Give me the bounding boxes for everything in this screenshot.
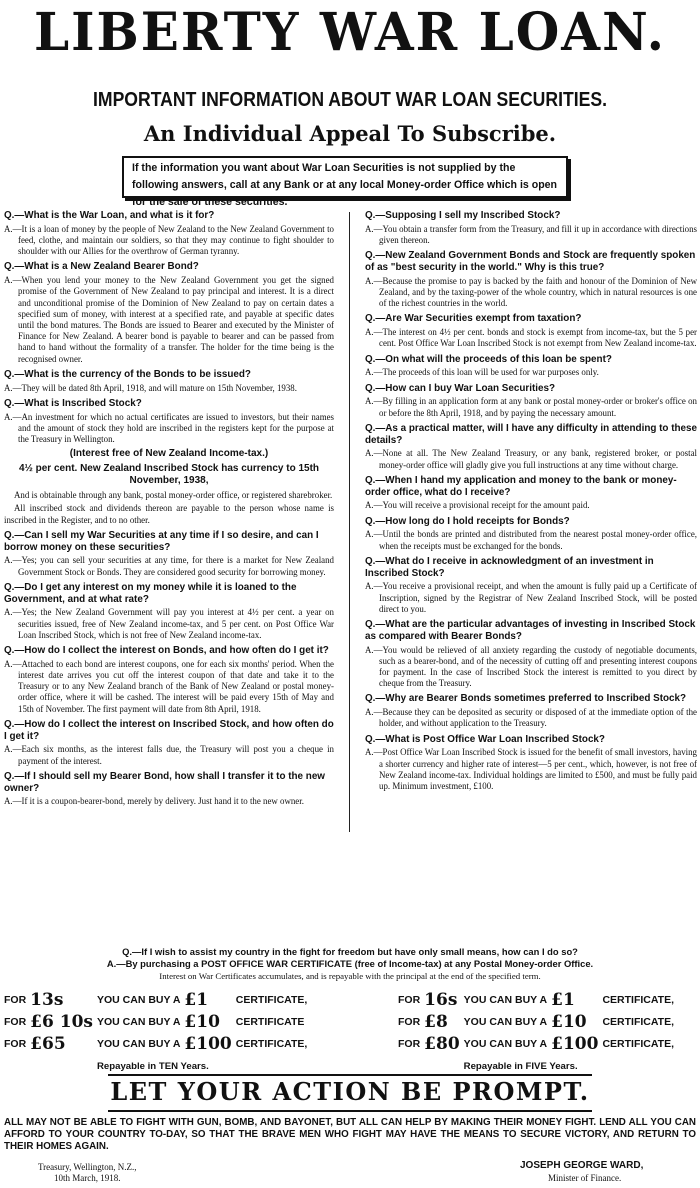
question: Q.—What is the War Loan, and what is it for?	[4, 210, 215, 221]
for-label: FOR	[398, 994, 421, 1006]
question: Q.—What is a New Zealand Bearer Bond?	[4, 261, 199, 273]
certificate-label: CERTIFICATE,	[602, 1038, 674, 1050]
answer: A.—You will receive a provisional receipt for the amount paid.	[365, 500, 590, 511]
question: Q.—If I should sell my Bearer Bond, how shall I transfer it to the new owner?	[4, 770, 325, 794]
question: Q.—Why are Bearer Bonds sometimes preferred to Inscribed Stock?	[365, 693, 687, 705]
interest-free-note: (Interest free of New Zealand Income-tax.)	[69, 448, 269, 460]
repay-term-left: Repayable in TEN Years.	[96, 1060, 209, 1072]
answer: A.—Yes; you can sell your securities at any time, for there is a market for New Zealand Government Stock or Bonds. They are considered good security for borrowing money.	[4, 555, 334, 577]
question: Q.—What is Inscribed Stock?	[4, 397, 142, 409]
question: Q.—When I hand my application and money to the bank or money-order office, what do I receive?	[365, 474, 677, 498]
certificate-value: £1	[551, 990, 575, 1010]
notice-box: If the information you want about War Loan Securities is not supplied by the following answers, call at any Bank or at any local Money-order Office which is open for the sale of these securities.	[122, 156, 568, 198]
for-label: FOR	[4, 994, 27, 1006]
signer-title: Minister of Finance.	[548, 1173, 622, 1183]
certificate-table-left	[4, 989, 311, 1077]
question: Q.—On what will the proceeds of this loan be spent?	[365, 353, 612, 365]
stock-currency-note: 4½ per cent. New Zealand Inscribed Stock has currency to 15th November, 1938,	[18, 463, 320, 487]
right-column	[365, 206, 697, 794]
answer: A.—Attached to each bond are interest coupons, one for each six months' period. When the interest date arrives you cut off the interest coupon of that date and take it to the Treasury or to any New Zealand branch of the Bank of New Zealand or postal money-order office, where it will be cashed. The interest will be paid every 15th of May and 15th of November. The first payment will date from 8th April, 1918.	[4, 658, 334, 714]
certificate-row	[4, 1033, 311, 1055]
answer: A.—If it is a coupon-bearer-bond, merely by delivery. Just hand it to the new owner.	[4, 796, 304, 807]
question: Q.—What is Post Office War Loan Inscribed Stock?	[365, 733, 605, 745]
war-certificate-note: Interest on War Certificates accumulates, and is repayable with the principal at the end of the specified term.	[159, 971, 541, 981]
certificate-row	[398, 989, 678, 1011]
question: Q.—As a practical matter, will I have any difficulty in attending to these details?	[365, 422, 697, 446]
signer-name: JOSEPH GEORGE WARD,	[520, 1160, 644, 1171]
closing-appeal: ALL MAY NOT BE ABLE TO FIGHT WITH GUN, BOMB, AND BAYONET, BUT ALL CAN HELP BY MAKING THEIR MONEY FIGHT. LEND ALL YOU CAN AFFORD TO YOUR COUNTRY TO-DAY, SO THAT THE BRAVE MEN WHO FIGHT MAY HAVE THE MEANS TO SECURE VICTORY, AND RETURN TO THEIR HOMES AGAIN.	[4, 1117, 696, 1152]
question: Q.—What do I receive in acknowledgment of an investment in Inscribed Stock?	[365, 555, 654, 579]
certificate-label: CERTIFICATE,	[602, 994, 674, 1006]
certificate-label: CERTIFICATE,	[602, 1016, 674, 1028]
question: Q.—What are the particular advantages of investing in Inscribed Stock as compared with Bearer Bonds?	[365, 619, 696, 642]
buy-label: YOU CAN BUY A	[463, 1016, 548, 1028]
certificate-label: CERTIFICATE,	[235, 1038, 308, 1050]
buy-label: YOU CAN BUY A	[96, 1038, 181, 1050]
for-label: FOR	[398, 1038, 421, 1050]
answer: A.—Yes; the New Zealand Government will pay you interest at 4½ per cent. a year on securities issued, free of New Zealand income-tax, and 5 per cent. on Post Office War Loan Inscribed Stock, which is not free of New Zealand income-tax.	[4, 607, 334, 640]
date: 10th March, 1918.	[53, 1173, 121, 1183]
certificate-row	[4, 989, 311, 1011]
question: Q.—How do I collect the interest on Inscribed Stock, and how often do I get it?	[4, 718, 334, 742]
subtitle: IMPORTANT INFORMATION ABOUT WAR LOAN SECURITIES.	[93, 89, 607, 111]
certificate-table-right	[398, 989, 678, 1077]
answer: A.—Each six months, as the interest falls due, the Treasury will post you a cheque in payment of the interest.	[4, 744, 334, 766]
answer: A.—They will be dated 8th April, 1918, and will mature on 15th November, 1938.	[4, 382, 297, 393]
for-label: FOR	[4, 1016, 27, 1028]
place: Treasury, Wellington, N.Z.,	[38, 1162, 137, 1172]
question: Q.—Are War Securities exempt from taxation?	[365, 313, 582, 325]
answer: A.—The proceeds of this loan will be used for war purposes only.	[365, 367, 599, 378]
question: Q.—How do I collect the interest on Bonds, and how often do I get it?	[4, 645, 329, 657]
for-label: FOR	[398, 1016, 421, 1028]
certificate-price: £6 10s	[30, 1012, 93, 1032]
for-label: FOR	[4, 1038, 27, 1050]
obtainable-note: And is obtainable through any bank, postal money-order office, or registered sharebroker.	[14, 490, 333, 501]
page-title: LIBERTY WAR LOAN.	[33, 0, 667, 63]
answer: A.—You would be relieved of all anxiety regarding the custody of negotiable documents, such as a bearer-bond, and of the necessity of cutting off and presenting interest coupons for payment. In the case of Inscribed Stock the interest is remitted to you direct by cheque from the Treasury.	[365, 644, 697, 689]
question: Q.—Supposing I sell my Inscribed Stock?	[365, 210, 561, 221]
answer: A.—An investment for which no actual certificates are issued to investors, but their names and the amount of stock they hold are inscribed in the registers kept for the purpose at the Treasury in Wellington.	[4, 411, 334, 445]
answer: A.—None at all. The New Zealand Treasury, or any bank, registered broker, or postal money-order office will gladly give you full instructions at any time without charge.	[365, 448, 697, 470]
small-means-answer: A.—By purchasing a POST OFFICE WAR CERTIFICATE (free of Income-tax) at any Postal Money-order Office.	[106, 958, 594, 969]
left-column	[4, 206, 334, 810]
question: Q.—Can I sell my War Securities at any time if I so desire, and can I borrow money on these securities?	[4, 529, 319, 553]
answer: A.—Post Office War Loan Inscribed Stock is issued for the benefit of small investors, having a shorter currency and higher rate of interest—5 per cent., which, however, is not free of New Zealand income-tax. Individual holdings are limited to £500, and must be fully paid up. Minimum investment, £100.	[365, 747, 697, 792]
certificate-row	[398, 1011, 678, 1033]
small-means-question: Q.—If I wish to assist my country in the fight for freedom but have only small means, how can I do so?	[122, 946, 578, 957]
question: Q.—What is the currency of the Bonds to be issued?	[4, 368, 251, 380]
column-divider	[349, 212, 350, 832]
certificate-value: £10	[551, 1012, 587, 1032]
buy-label: YOU CAN BUY A	[96, 994, 181, 1006]
repay-term-right: Repayable in FIVE Years.	[463, 1060, 578, 1072]
answer: A.—Because the promise to pay is backed by the faith and honour of the Dominion of New Zealand, and by the taxing-power of the whole country, which in natural resources is one of the richest countries in the world.	[365, 275, 697, 309]
prompt-heading: LET YOUR ACTION BE PROMPT.	[110, 1077, 590, 1106]
answer: A.—It is a loan of money by the people of New Zealand to the New Zealand Government to feed, clothe, and maintain our soldiers, so that they may continue to fight shoulder to shoulder with our Allies for the overthrow of German tyranny.	[4, 223, 334, 257]
buy-label: YOU CAN BUY A	[96, 1016, 181, 1028]
certificate-price: 16s	[424, 990, 458, 1010]
buy-label: YOU CAN BUY A	[463, 994, 548, 1006]
certificate-value: £100	[184, 1034, 232, 1054]
certificate-row	[4, 1011, 311, 1033]
buy-label: YOU CAN BUY A	[463, 1038, 548, 1050]
question: Q.—How can I buy War Loan Securities?	[365, 382, 556, 394]
small-means-section	[0, 946, 700, 982]
certificate-value: £1	[184, 990, 209, 1010]
question: Q.—New Zealand Government Bonds and Stock are frequently spoken of as "best security in the world." Why is this true?	[365, 250, 696, 273]
answer: A.—Until the bonds are printed and distributed from the nearest postal money-order office, when the receipts must be exchanged for the bonds.	[365, 529, 697, 551]
certificate-value: £10	[184, 1012, 220, 1032]
answer: A.—You obtain a transfer form from the Treasury, and fill it up in accordance with directions given thereon.	[365, 223, 697, 245]
place-and-date	[38, 1162, 136, 1184]
prompt-rule-bottom	[108, 1110, 592, 1112]
certificate-label: CERTIFICATE	[235, 1016, 305, 1028]
question: Q.—How long do I hold receipts for Bonds?	[365, 515, 570, 527]
certificate-row	[398, 1033, 678, 1055]
certificate-price: £65	[30, 1034, 66, 1054]
appeal-heading: An Individual Appeal To Subscribe.	[143, 121, 557, 146]
dividends-note: All inscribed stock and dividends thereon are payable to the person whose name is inscribed in the Register, and to no other.	[4, 503, 334, 525]
prompt-rule-top	[108, 1074, 592, 1076]
certificate-price: £8	[424, 1012, 448, 1032]
signature-block	[520, 1160, 643, 1184]
answer: A.—The interest on 4½ per cent. bonds and stock is exempt from income-tax, but the 5 per cent. Post Office War Loan Inscribed Stock is not exempt from New Zealand income-tax.	[365, 327, 697, 349]
answer: A.—Because they can be deposited as security or disposed of at the immediate option of the holder, and without application to the Treasury.	[365, 707, 697, 729]
certificate-value: £100	[551, 1034, 599, 1054]
answer: A.—When you lend your money to the New Zealand Government you get the signed promise of the Government of New Zealand to pay principal and interest. It is a direct and unconditional promise of the Dominion of New Zealand to pay on certain dates a specified sum of money, with interest at a specified rate, and payable at specific dates until the bond matures. The Bonds are issued to Bearer and executed by the Minister of Finance for New Zealand. A bearer bond is payable to bearer and can be passed from hand to hand without the formality of a transfer. The holder for the time being is the recognised owner.	[4, 275, 334, 364]
certificate-label: CERTIFICATE,	[235, 994, 308, 1006]
certificate-price: 13s	[30, 990, 64, 1010]
question: Q.—Do I get any interest on my money while it is loaned to the Government, and at what rate?	[4, 581, 297, 605]
answer: A.—By filling in an application form at any bank or postal money-order or broker's office on or before the 8th April, 1918, and by paying the necessary amount.	[365, 396, 697, 418]
certificate-price: £80	[424, 1034, 460, 1054]
answer: A.—You receive a provisional receipt, and when the amount is fully paid up a Certificate of Inscription, signed by the Registrar of New Zealand Inscribed Stock, will be posted direct to you.	[365, 581, 697, 614]
